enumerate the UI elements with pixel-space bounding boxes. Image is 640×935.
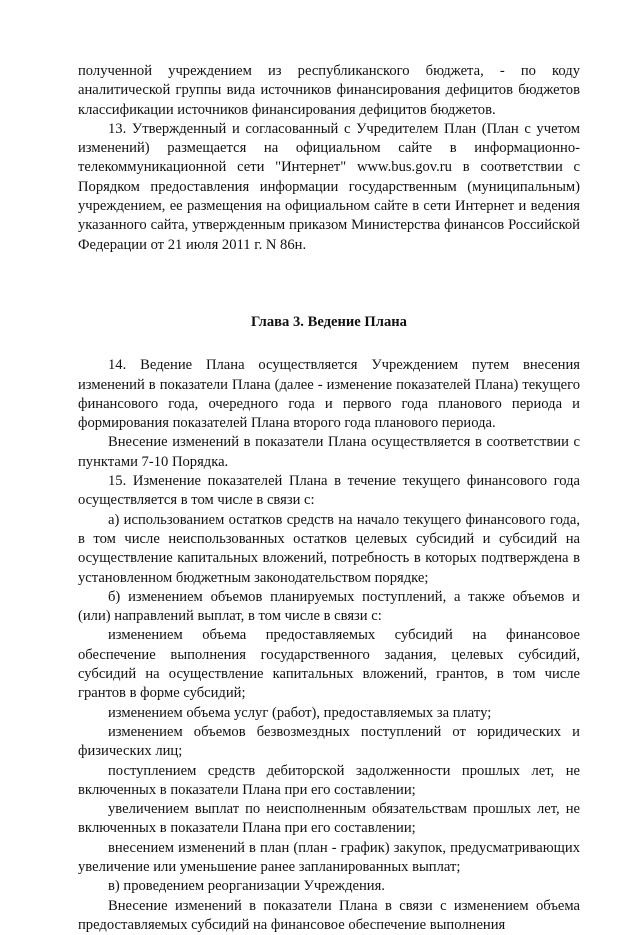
paragraph-15-c: в) проведением реорганизации Учреждения. (108, 878, 385, 895)
paragraph-15-b-item-obligations: увеличением выплат по неисполненным обязательствам прошлых лет, не включенных в показатели Плана при его составлении; (78, 801, 580, 837)
paragraph-13: 13. Утвержденный и согласованный с Учредителем План (План с учетом изменений) размещается на официальном сайте в информационно-телекоммуникационной сети "Интернет" www.bus.gov.ru в соответствии с Порядком предоставления информации государственным (муниципальным) учреждением, ее размещения на официальном сайте в сети Интернет и ведения указанного сайта, утвержденным приказом Министерства финансов Российской Федерации от 21 июля 2011 г. N 86н. (78, 120, 580, 253)
document-page (78, 62, 580, 935)
paragraph-15-a: а) использованием остатков средств на начало текущего финансового года, в том числе неиспользованных остатков целевых субсидий и субсидий на осуществление капитальных вложений, потребность в которых подтверждена в установленном бюджетным законодательством порядке; (78, 511, 580, 586)
paragraph-15-b: б) изменением объемов планируемых поступлений, а также объемов и (или) направлений выплат, в том числе в связи с: (78, 588, 580, 625)
paragraph-15-b-item-gratuitous: изменением объемов безвозмездных поступлений от юридических и физических лиц; (78, 723, 580, 760)
paragraph-amendment-subsidies: Внесение изменений в показатели Плана в связи с изменением объема предоставляемых субсидий на финансовое обеспечение выполнения (78, 897, 580, 933)
paragraph-14: 14. Ведение Плана осуществляется Учреждением путем внесения изменений в показатели Плана (далее - изменение показателей Плана) текущего финансового года, очередного года и первого года планового периода и формирования показателей Плана второго года планового периода. (78, 357, 580, 432)
paragraph-15-b-item-subsidies: изменением объема предоставляемых субсидий на финансовое обеспечение выполнения государственного задания, целевых субсидий, субсидий на осуществление капитальных вложений, грантов, в том числе грантов в форме субсидий; (78, 627, 580, 702)
paragraph-15-b-item-receivables: поступлением средств дебиторской задолженности прошлых лет, не включенных в показатели Плана при его составлении; (78, 762, 580, 798)
paragraph-15-b-item-procurement: внесением изменений в план (план - график) закупок, предусматривающих увеличение или уменьшение ранее запланированных выплат; (78, 839, 580, 875)
paragraph-14-amendments: Внесение изменений в показатели Плана осуществляется в соответствии с пунктами 7-10 Порядка. (78, 434, 580, 470)
chapter-heading: Глава 3. Ведение Плана (251, 313, 407, 330)
paragraph-15-b-item-paid-services: изменением объема услуг (работ), предоставляемых за плату; (108, 704, 492, 721)
paragraph-continuation: полученной учреждением из республиканского бюджета, - по коду аналитической группы вида источников финансирования дефицитов бюджетов классификации источников финансирования дефицитов бюджетов. (78, 63, 580, 118)
paragraph-15: 15. Изменение показателей Плана в течение текущего финансового года осуществляется в том числе в связи с: (78, 473, 580, 509)
